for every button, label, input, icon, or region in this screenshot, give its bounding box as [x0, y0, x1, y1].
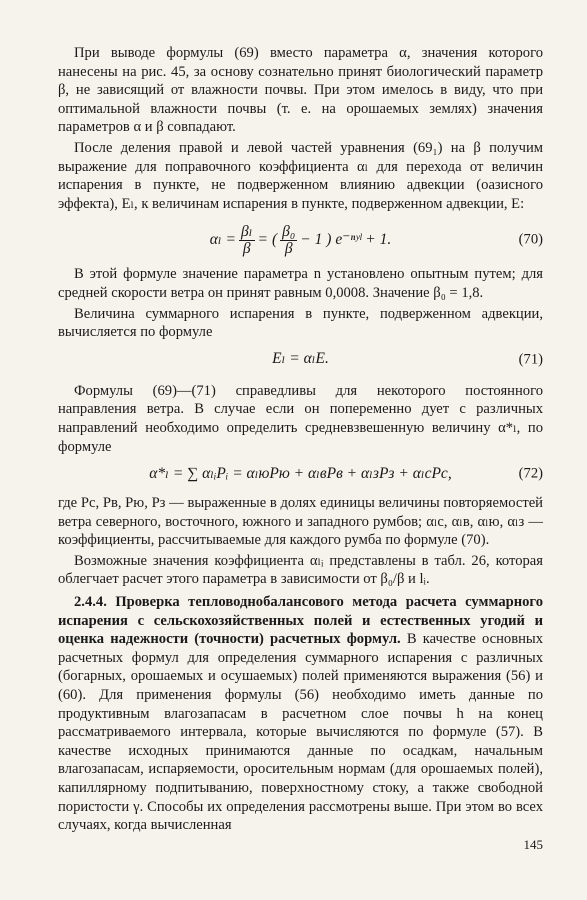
formula-70-frac-2	[280, 224, 297, 257]
paragraph-7: Возможные значения коэффициента αₗᵢ представлены в табл. 26, которая облегчает расчет этого параметра в зависимости от β₀/β и lᵢ.	[58, 552, 543, 588]
section-paragraph	[58, 593, 543, 835]
formula-70-equals: =	[257, 231, 268, 249]
formula-72-body: α*ₗ = ∑ αₗᵢPᵢ = αₗюPю + αₗвPв + αₗзPз + αₗсPс,	[149, 464, 452, 482]
formula-71	[58, 344, 543, 376]
section-heading: 2.4.4. Проверка тепловоднобалансового метода расчета суммарного испарения с сельскохозяйственных полей и естественных угодий и оценка надежности (точности) расчетных формул.	[58, 594, 543, 648]
formula-70-minus-one: − 1 )	[300, 231, 332, 249]
formula-71-body: Eₗ = αₗE.	[272, 350, 329, 368]
section-body: В качестве основных расчетных формул для определения суммарного испарения с различных (богарных, орошаемых и осушаемых) полей применяются выражения (56) и (60). Для применения формулы (56) необходимо иметь данные по продуктивным влагозапасам в расчетном слое почвы h на конец рассматриваемого интервала, которые вычисляются по формуле (57). В качестве исходных принимаются данные по осадкам, начальным влагозапасам, испаряемости, оросительным нормам (для орошаемых полей), капиллярному подпитыванию, поверхностному стоку, а также свободной пористости γ. Способы их определения рассмотрены выше. При этом во всех случаях, когда вычисленная	[58, 631, 543, 834]
formula-70-paren-open: (	[271, 231, 278, 249]
formula-70-frac-2-bottom: β	[284, 239, 293, 257]
formula-71-number: (71)	[518, 351, 543, 368]
formula-70-frac-1-top: βₗ	[241, 222, 253, 240]
paragraph-6: где Pс, Pв, Pю, Pз — выраженные в долях единицы величины повторяемостей ветра северного, восточного, южного и западного румбов; αₗс, αₗв, αₗю, αₗз — коэффициенты, рассчитываемые для каждого румба по формуле (70).	[58, 495, 543, 549]
formula-70-lhs: αₗ =	[209, 231, 237, 249]
paragraph-2: После деления правой и левой частей уравнения (69₁) на β получим выражение для поправочного коэффициента αₗ для перехода от величин испарения в пункте, не подверженном влиянию адвекции (оазисного эффекта), Eₗ, к величинам испарения в пункте, подверженном адвекции, E:	[58, 139, 543, 212]
page-number: 145	[523, 837, 543, 852]
paragraph-4: Величина суммарного испарения в пункте, подверженном адвекции, вычисляется по формуле	[58, 305, 543, 341]
paragraph-3: В этой формуле значение параметра n установлено опытным путем; для средней скорости ветра он принят равным 0,0008. Значение β₀ = 1,8.	[58, 266, 543, 301]
paragraph-5: Формулы (69)—(71) справедливы для некоторого постоянного направления ветра. В случае если он попеременно дует с различных направлений необходимо определить средневзвешенную величину α*ₗ, по формуле	[58, 382, 543, 455]
formula-70-frac-1-bottom: β	[242, 239, 251, 257]
formula-70-frac-1	[239, 224, 254, 257]
formula-70-frac-2-top: β₀	[282, 222, 296, 240]
formula-72-number: (72)	[518, 465, 543, 482]
formula-70-number: (70)	[518, 232, 543, 249]
formula-70	[58, 221, 543, 259]
paragraph-1: При выводе формулы (69) вместо параметра α, значения которого нанесены на рис. 45, за основу сознательно принят биологический параметр β, не зависящий от влажности почвы. При этом имелось в виду, что при оптимальной влажности почвы (т. е. на орошаемых землях) значения параметров α и β совпадают.	[58, 45, 543, 136]
formula-72	[58, 458, 543, 490]
formula-70-exponent-part: e⁻ⁿʸˡ + 1.	[335, 231, 392, 249]
